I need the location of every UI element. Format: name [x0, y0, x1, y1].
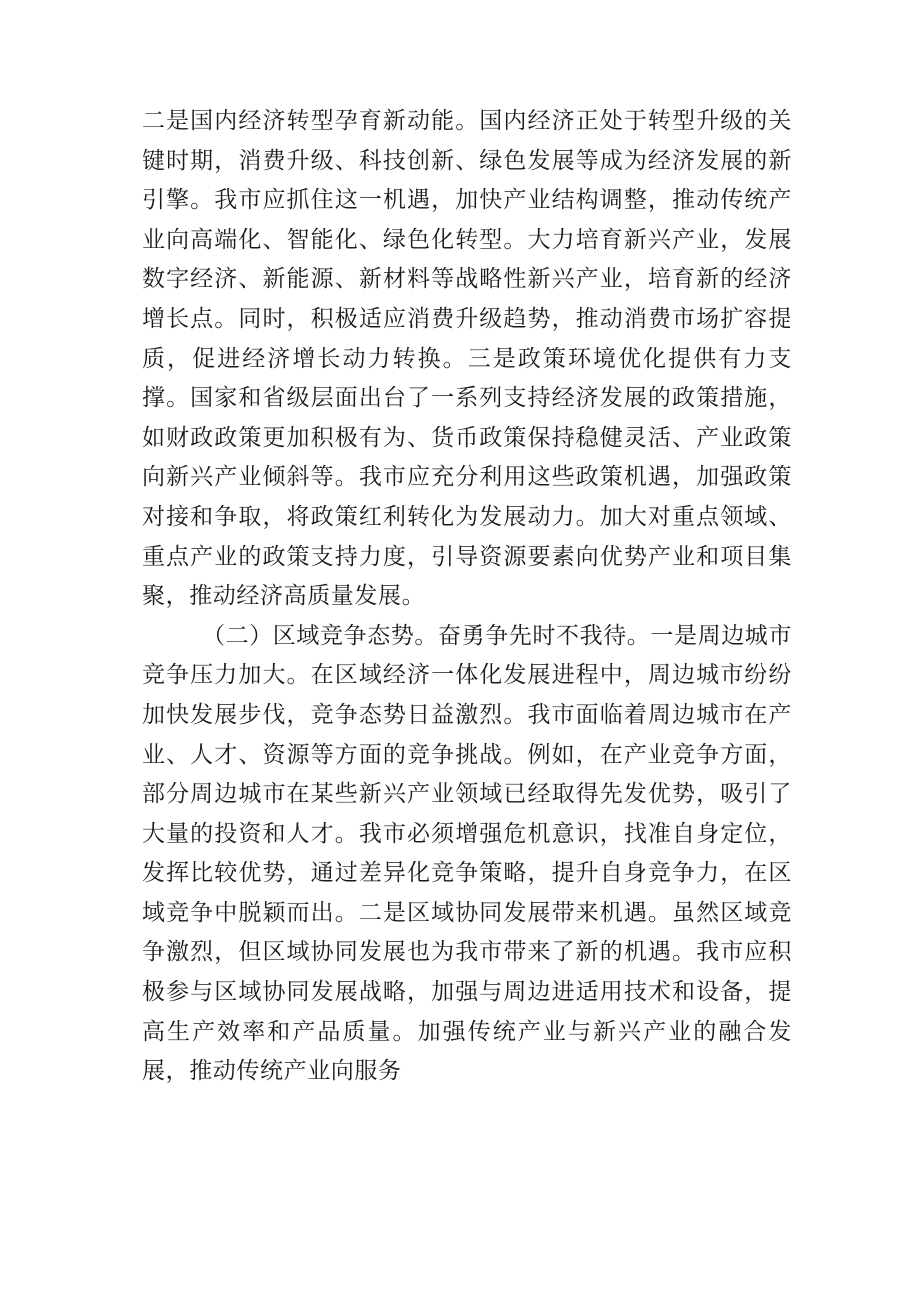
paragraph-regional-competition: （二）区域竞争态势。奋勇争先时不我待。一是周边城市竞争压力加大。在区域经济一体化发展进程中，周边城市纷纷加快发展步伐，竞争态势日益激烈。我市面临着周边城市在产业、人才、资源等方面的竞争挑战。例如，在产业竞争方面，部分周边城市在某些新兴产业领域已经取得先发优势，吸引了大量的投资和人才。我市必须增强危机意识，找准自身定位，发挥比较优势，通过差异化竞争策略，提升自身竞争力，在区域竞争中脱颖而出。二是区域协同发展带来机遇。虽然区域竞争激烈，但区域协同发展也为我市带来了新的机遇。我市应积极参与区域协同发展战略，加强与周边进适用技术和设备，提高生产效率和产品质量。加强传统产业与新兴产业的融合发展，推动传统产业向服务	[142, 622, 792, 1085]
paragraph-domestic-economy: 二是国内经济转型孕育新动能。国内经济正处于转型升级的关键时期，消费升级、科技创新、绿色发展等成为经济发展的新引擎。我市应抓住这一机遇，加快产业结构调整，推动传统产业向高端化、智能化、绿色化转型。大力培育新兴产业，发展数字经济、新能源、新材料等战略性新兴产业，培育新的经济增长点。同时，积极适应消费升级趋势，推动消费市场扩容提质，促进经济增长动力转换。三是政策环境优化提供有力支撑。国家和省级层面出台了一系列支持经济发展的政策措施，如财政政策更加积极有为、货币政策保持稳健灵活、产业政策向新兴产业倾斜等。我市应充分利用这些政策机遇，加强政策对接和争取，将政策红利转化为发展动力。加大对重点领域、重点产业的政策支持力度，引导资源要素向优势产业和项目集聚，推动经济高质量发展。	[142, 108, 792, 610]
body-text	[142, 102, 792, 1092]
